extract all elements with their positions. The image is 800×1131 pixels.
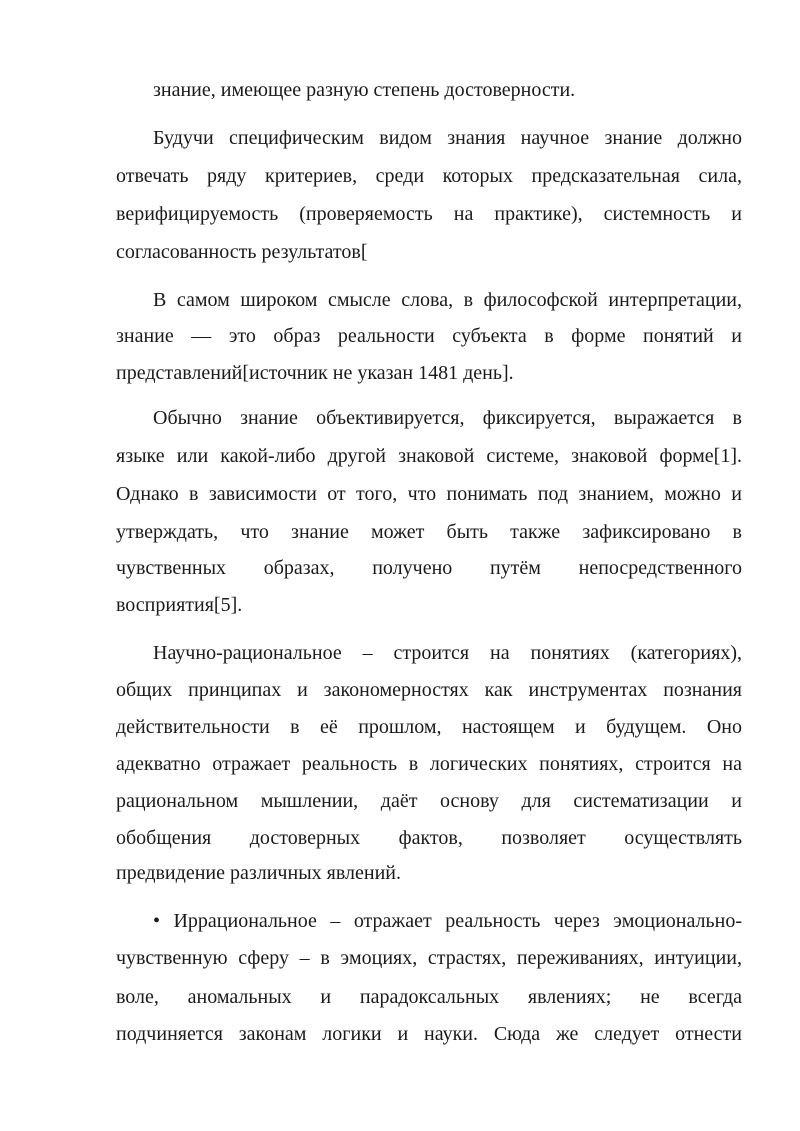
text-line: Будучи специфическим видом знания научное знание должно (153, 127, 742, 149)
text-line: воле, аномальных и парадоксальных явлениях; не всегда (116, 986, 742, 1008)
text-line: отвечать ряду критериев, среди которых предсказательная сила, (116, 165, 742, 187)
text-line: подчиняется законам логики и науки. Сюда же следует отнести (116, 1023, 742, 1045)
text-line: • Иррациональное – отражает реальность через эмоционально- (153, 910, 742, 932)
text-line: действительности в её прошлом, настоящем и будущем. Оно (116, 716, 742, 738)
text-line: знание — это образ реальности субъекта в форме понятий и (116, 325, 742, 347)
text-line: В самом широком смысле слова, в философской интерпретации, (153, 289, 742, 311)
text-line: утверждать, что знание может быть также зафиксировано в (116, 521, 742, 543)
text-line: обобщения достоверных фактов, позволяет осуществлять (116, 827, 742, 849)
text-line: Научно-рациональное – строится на понятиях (категориях), (153, 642, 742, 664)
text-line: рациональном мышлении, даёт основу для систематизации и (116, 790, 742, 812)
text-line: знание, имеющее разную степень достоверности. (153, 79, 576, 101)
text-line: адекватно отражает реальность в логических понятиях, строится на (116, 753, 742, 775)
text-line: восприятия[5]. (116, 594, 243, 616)
text-line: чувственную сферу – в эмоциях, страстях, переживаниях, интуиции, (116, 947, 742, 969)
text-line: Однако в зависимости от того, что понимать под знанием, можно и (116, 483, 742, 505)
text-line: представлений[источник не указан 1481 день]. (116, 362, 514, 384)
text-line: верифицируемость (проверяемость на практике), системность и (116, 203, 742, 225)
text-line: Обычно знание объективируется, фиксируется, выражается в (153, 407, 742, 429)
text-line: предвидение различных явлений. (116, 862, 401, 884)
text-line: общих принципах и закономерностях как инструментах познания (116, 679, 742, 701)
text-line: согласованность результатов[ (116, 241, 368, 263)
text-line: языке или какой-либо другой знаковой системе, знаковой форме[1]. (116, 445, 742, 467)
text-line: чувственных образах, получено путём непосредственного (116, 557, 742, 579)
